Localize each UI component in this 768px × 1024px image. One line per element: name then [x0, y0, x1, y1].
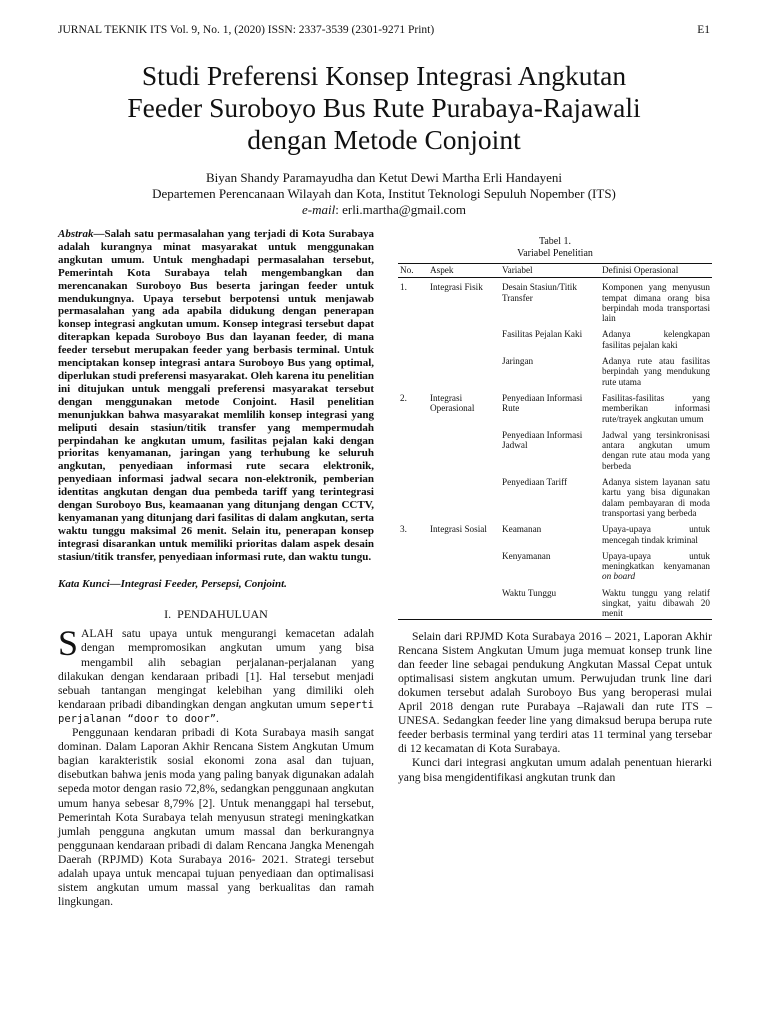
table-row [398, 323, 712, 350]
cell-definisi: Jadwal yang tersinkronisasi antara angkutan umum dengan rute atau moda yang berbeda [602, 429, 710, 471]
cell-variabel: Penyediaan Tariff [502, 477, 568, 488]
variables-table [398, 263, 712, 620]
table-caption [398, 236, 712, 259]
keywords: Kata Kunci—Integrasi Feeder, Persepsi, Conjoint. [58, 577, 287, 590]
table-row [398, 278, 712, 324]
intro-paragraph-1-end: . [216, 711, 219, 725]
table-header-row [398, 264, 712, 278]
intro-paragraph-2: Penggunaan kendaran pribadi di Kota Surabaya masih sangat dominan. Dalam Laporan Akhir Rencana Sistem Angkutan Umum bagian karakteristik sosial ekonomi zona asal dan tujuan, disebutkan bahwa jenis moda yang paling banyak digunakan adalah sepeda motor dengan rasio 72,8%, sedangkan penggunaan angkutan umum hanya sebesar 8,79% [2]. Untuk menanggapi hal tersebut, Pemerintah Kota Surabaya telah menyusun strategi meningkatkan jumlah pengguna angkutan umum massal dan berkurangnya penggunaan kendaraan pribadi di dalam Rencana Jangka Menengah Daerah (RPJMD) Kota Surabaya 2016- 2021. Strategi tersebut adalah upaya untuk mencapai tujuan penyediaan dan optimalisasi sistem angkutan umum massal yang berkualitas dan ramah lingkungan. [58, 726, 374, 909]
cell-definisi: Waktu tunggu yang relatif singkat, yaitu dibawah 20 menit [602, 587, 710, 619]
right-paragraph-2: Kunci dari integrasi angkutan umum adalah penentuan hierarki yang bisa mengidentifikasi angkutan trunk dan [398, 756, 712, 784]
email-label: e-mail [302, 202, 336, 217]
paper-title [70, 60, 698, 156]
right-column-body [398, 630, 712, 785]
cell-variabel: Fasilitas Pejalan Kaki [502, 329, 583, 340]
abstract [58, 228, 374, 564]
title-line-3: dengan Metode Conjoint [247, 124, 521, 155]
cell-no [398, 323, 428, 350]
table-row [398, 424, 712, 471]
table-row [398, 350, 712, 387]
table-caption-number: Tabel 1. [538, 236, 572, 247]
table-caption-title: Variabel Penelitian [517, 247, 593, 259]
cell-variabel: Keamanan [502, 524, 542, 535]
table-row [398, 387, 712, 424]
cell-no [398, 582, 428, 619]
right-column [398, 236, 712, 785]
author-names: Biyan Shandy Paramayudha dan Ketut Dewi Martha Erli Handayeni [206, 170, 562, 185]
cell-aspek: Integrasi Fisik [430, 282, 483, 293]
cell-no: 3. [400, 524, 407, 535]
cell-definisi-text: Upaya-upaya untuk meningkatkan kenyamanan [602, 550, 710, 572]
cell-no: 2. [400, 392, 407, 403]
running-header [58, 24, 710, 36]
header-variabel: Variabel [502, 265, 533, 275]
title-line-2: Feeder Suroboyo Bus Rute Purabaya-Rajawali [127, 92, 641, 123]
intro-paragraph-1-handwritten: seperti perjalanan “door to door” [58, 698, 374, 725]
cell-aspek [428, 582, 500, 619]
right-paragraph-1: Selain dari RPJMD Kota Surabaya 2016 – 2021, Laporan Akhir Rencana Sistem Angkutan Umum juga memuat konsep trunk line dan feeder line sebagai pendukung Angkutan Massal Cepat untuk optimalisasi sistem angkutan umum. Perwujudan trunk line dari dokumen tersebut adalah Suroboyo Bus yang beroperasi mulai April 2018 dengan rute Purabaya –Rajawali dan rute ITS – UNESA. Sedangkan feeder line yang dimaksud berupa berupa rute feeder berbasis terminal yang terdiri atas 11 terminal yang tersebar di 12 kecamatan di Kota Surabaya. [398, 629, 712, 756]
cell-definisi: Adanya sistem layanan satu kartu yang bisa digunakan dalam pembayaran di moda transportasi yang berbeda [602, 477, 710, 518]
cell-definisi: Komponen yang menyusun tempat dimana orang bisa berpindah moda transportasi lain [602, 282, 710, 324]
page-number: E1 [697, 24, 710, 36]
cell-no [398, 471, 428, 518]
cell-aspek [428, 323, 500, 350]
intro-paragraph-1-text: ALAH satu upaya untuk mengurangi kemacetan adalah dengan mempromosikan angkutan umum yang bisa mengambil alih sebagian perjalanan-perjalanan yang dilakukan dengan kendaraan pribadi [1]. Hal tersebut menjadi sebuah tantangan mengingat kelebihan yang dimiliki oleh kendaraan pribadi dibandingkan dengan angkutan umum [58, 627, 374, 711]
left-column [58, 228, 374, 909]
table-row [398, 545, 712, 582]
section-heading-introduction: I. PENDAHULUAN [164, 607, 268, 622]
drop-cap: S [58, 623, 79, 664]
table-row [398, 518, 712, 545]
cell-definisi: Adanya rute atau fasilitas berpindah yang mendukung rute utama [602, 356, 710, 387]
intro-paragraph-1 [58, 623, 374, 726]
author-email [40, 202, 728, 218]
cell-variabel: Jaringan [502, 356, 534, 367]
cell-variabel: Desain Stasiun/Titik Transfer [502, 282, 577, 303]
header-definisi: Definisi Operasional [602, 265, 679, 275]
cell-definisi-italic: on board [602, 571, 636, 582]
cell-variabel: Waktu Tunggu [502, 587, 557, 598]
cell-definisi: Upaya-upaya untuk mencegah tindak kriminal [602, 524, 710, 545]
cell-aspek [428, 424, 500, 471]
table-row [398, 582, 712, 619]
cell-no [398, 545, 428, 582]
introduction-body [58, 623, 374, 909]
author-block [40, 170, 728, 218]
abstract-label: Abstrak [58, 228, 94, 240]
cell-aspek [428, 350, 500, 387]
cell-no: 1. [400, 282, 407, 293]
header-no: No. [400, 265, 414, 275]
cell-variabel: Penyediaan Informasi Rute [502, 392, 583, 414]
title-line-1: Studi Preferensi Konsep Integrasi Angkutan [141, 60, 627, 91]
cell-aspek: Integrasi Operasional [430, 392, 475, 414]
email-address: : erli.martha@gmail.com [335, 202, 466, 217]
cell-aspek [428, 545, 500, 582]
table-row [398, 471, 712, 518]
cell-variabel: Penyediaan Informasi Jadwal [502, 429, 583, 451]
cell-no [398, 350, 428, 387]
cell-no [398, 424, 428, 471]
cell-definisi [600, 545, 712, 582]
journal-citation: JURNAL TEKNIK ITS Vol. 9, No. 1, (2020) ISSN: 2337-3539 (2301-9271 Print) [58, 24, 435, 36]
abstract-text: —Salah satu permasalahan yang terjadi di Kota Surabaya adalah kurangnya minat masyarakat untuk menggunakan angkutan umum. Untuk menghadapi permasalahan tersebut, Pemerintah Kota Surabaya telah mengembangkan dan merencanakan Suroboyo Bus beserta jaringan feeder untuk mendukungnya. Upaya tersebut berpotensi untuk menjawab permasalahan yang ada apabila didukung dengan penerapan konsep integrasi angkutan umum. Konsep integrasi tersebut dapat diterapkan kepada Suroboyo Bus dan layanan feeder, di mana feeder tersebut merupakan feeder yang berbasis terminal. Untuk menciptakan konsep integrasi antara Suroboyo Bus yang optimal, diperlukan studi preferensi masyarakat. Oleh karena itu penelitian ini ditujukan untuk menggali preferensi masyarakat tersebut dengan menggunakan metode Conjoint. Hasil penelitian menunjukkan bahwa masyarakat memlilih konsep integrasi yang meliputi desain stasiun/titik transfer yang mempermudah perpindahan ke angkutan umum, fasilitas pejalan kaki dengan prioritas kenyamanan, jaringan yang terhubung ke seluruh angkutan, penyediaan informasi rute secara elektronik, penyediaan informasi jadwal secara non-elektronik, pemberian identitas angkutan dengan dua pembeda tariff yang terintegrasi dengan Suroboyo Bus, keamaanan yang ditunjang dengan CCTV, kenyamanan yang ditunjang dari fasilitas di dalam angkutan, serta waktu tunggu maksimal 26 menit. Selain itu, penerapan konsep integrasi disarankan untuk memiliki prioritas dalam aspek desain stasiun/titik transfer, penyediaan informasi rute, dan waktu tungu. [58, 228, 374, 563]
author-affiliation: Departemen Perencanaan Wilayah dan Kota, Institut Teknologi Sepuluh Nopember (ITS) [152, 186, 616, 201]
cell-definisi: Fasilitas-fasilitas yang memberikan informasi rute/trayek angkutan umum [602, 392, 710, 424]
header-aspek: Aspek [430, 265, 454, 275]
cell-aspek: Integrasi Sosial [430, 524, 487, 535]
cell-variabel: Kenyamanan [502, 550, 551, 561]
cell-definisi: Adanya kelengkapan fasilitas pejalan kaki [602, 329, 710, 350]
cell-aspek [428, 471, 500, 518]
